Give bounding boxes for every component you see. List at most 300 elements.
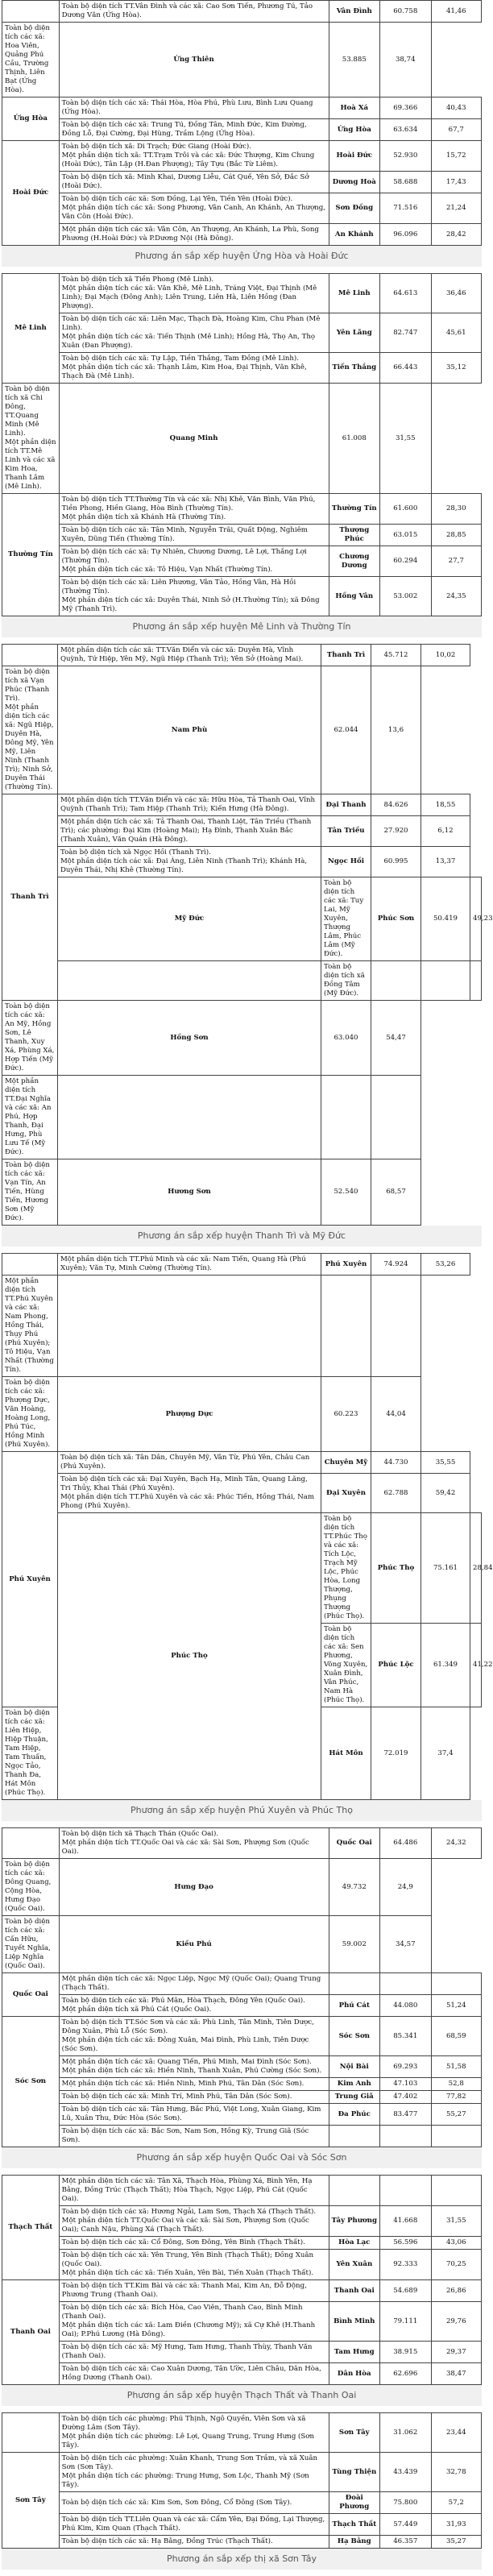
- table-row: [2, 1474, 482, 1513]
- description-text: Một phần diện tích các xã: Đại Áng, Liên Ninh (Thanh Trì); Khánh Hà, Duyên Thái, Nhị Khê (Thường Tín).: [60, 857, 308, 874]
- section-block: [2, 2175, 482, 2406]
- area-cell: 41,46: [431, 1, 482, 23]
- population-cell: 74.924: [371, 1254, 421, 1276]
- description-cell: [58, 1254, 321, 1276]
- area-cell: 23,44: [431, 2413, 482, 2453]
- description-text: Toàn bộ diện tích các xã: Liên Phương, Vân Tảo, Hồng Vân, Hà Hồi (Thường Tín).: [61, 579, 296, 595]
- district-cell: [2, 2413, 60, 2453]
- new-ward-name-cell: Đại Thanh: [321, 794, 371, 816]
- description-text: Một phần diện tích các xã: Tân Xã, Thạch Hòa, Phùng Xá, Bình Yên, Hạ Bằng, Đồng Trúc (Thạch Thất); Hòa Thạch, Ngọc Liệp, Phú Cát (Quốc Oai).: [61, 2177, 313, 2203]
- district-cell: Mỹ Đức: [58, 877, 321, 961]
- new-ward-name-cell: Hoài Đức: [329, 141, 379, 172]
- description-text: Một phần diện tích các xã: Lam Điền (Chương Mỹ); xã Cự Khê (H.Thanh Oai); P.Phú Lương (Hà Đông).: [61, 2321, 316, 2338]
- population-cell: 44.730: [371, 1452, 421, 1474]
- description-cell: [59, 2017, 329, 2056]
- description-cell: [59, 1, 329, 23]
- image-caption: Phương án sắp xếp huyện Thạch Thất và Thanh Oai: [2, 2385, 482, 2406]
- description-text: Toàn bộ diện tích các xã: Hương Ngải, Lam Sơn, Thạch Xá (Thạch Thất).: [61, 2208, 317, 2216]
- admin-merge-table: [2, 644, 493, 1226]
- description-text: Toàn bộ diện tích các xã: An Mỹ, Hồng Sơn, Lê Thanh, Xuy Xá, Phùng Xá, Hợp Tiến (Mỹ Đức).: [5, 1002, 55, 1072]
- population-cell: 49.732: [329, 1859, 379, 1916]
- table-row: [2, 546, 482, 577]
- population-cell: 60.223: [321, 1377, 371, 1452]
- description-cell: [321, 877, 371, 961]
- new-ward-name-cell: Hương Sơn: [58, 1159, 321, 1226]
- description-text: Một phần diện tích các phường: Lê Lợi, Quang Trung, Trung Hưng (Sơn Tây).: [61, 2433, 315, 2449]
- area-cell: 6,12: [421, 816, 470, 847]
- description-text: Một phần diện tích TT.Phú Xuyên và các xã: Phúc Tiến, Hồng Thái, Nam Phong (Phú Xuyên).: [60, 1493, 315, 1510]
- table-row: [2, 1276, 482, 1377]
- description-cell: [2, 1001, 58, 1076]
- description-cell: [59, 2413, 329, 2453]
- description-cell: [59, 193, 329, 224]
- table-row: [2, 2302, 482, 2342]
- area-cell: 45,61: [431, 313, 482, 353]
- district-cell: [58, 961, 321, 1001]
- table-row: [2, 847, 482, 877]
- description-text: Một phần diện tích các xã: Đông Xuân, Mai Đình, Phù Linh, Tiên Dược (Sóc Sơn).: [61, 2036, 309, 2053]
- area-cell: 41,22: [470, 1624, 482, 1707]
- new-ward-name-cell: Phú Xuyên: [321, 1254, 371, 1276]
- table-row: [2, 494, 482, 525]
- description-cell: [59, 525, 329, 546]
- table-row: [2, 384, 482, 494]
- new-ward-name-cell: Thượng Phúc: [329, 525, 379, 546]
- description-text: Toàn bộ diện tích các xã: Phượng Dực, Văn Hoàng, Hoàng Long, Phú Túc, Hồng Minh (Phú Xuyên).: [5, 1379, 51, 1449]
- population-cell: 52.930: [380, 141, 431, 172]
- population-cell: 31.062: [380, 2413, 431, 2453]
- area-cell: 68,59: [431, 2017, 482, 2056]
- description-cell: [59, 2126, 329, 2147]
- area-cell: 24,32: [431, 1828, 482, 1859]
- area-cell: 31,55: [380, 384, 431, 494]
- new-ward-name-cell: Hòa Lạc: [329, 2237, 379, 2250]
- section-block: [2, 0, 482, 267]
- area-cell: 27,7: [431, 546, 482, 577]
- table-row: [2, 2453, 482, 2492]
- description-cell: [59, 2104, 329, 2126]
- description-cell: [58, 1452, 321, 1474]
- population-cell: 79.111: [380, 2302, 431, 2342]
- table-row: [2, 141, 482, 172]
- table-row: [2, 2250, 482, 2280]
- description-cell: [2, 1916, 60, 1973]
- area-cell: 18,55: [421, 794, 470, 816]
- area-cell: 44,04: [371, 1377, 421, 1452]
- description-cell: [59, 2492, 329, 2514]
- area-cell: 49,23: [470, 877, 482, 961]
- description-cell: [59, 1995, 329, 2017]
- description-cell: [59, 2536, 329, 2549]
- image-caption: Phương án sắp xếp thị xã Sơn Tây: [2, 2549, 482, 2570]
- description-cell: [58, 645, 321, 666]
- description-cell: [59, 353, 329, 384]
- description-text: Toàn bộ diện tích các xã: Cao Xuân Dương, Tân Ước, Liên Châu, Dân Hòa, Hồng Dương (Thanh Oai).: [61, 2365, 321, 2382]
- description-cell: [59, 313, 329, 353]
- description-cell: [58, 847, 321, 877]
- new-ward-name-cell: Hồng Vân: [329, 577, 379, 616]
- new-ward-name-cell: Nam Phù: [58, 666, 321, 794]
- description-text: Toàn bộ diện tích các xã: Tân Hưng, Bắc Phú, Việt Long, Xuân Giang, Kim Lũ, Xuân Thu, Đức Hòa (Sóc Sơn).: [61, 2105, 321, 2122]
- new-ward-name-cell: Hát Môn: [321, 1707, 371, 1800]
- table-row: [2, 525, 482, 546]
- population-cell: 53.002: [380, 577, 431, 616]
- description-text: Toàn bộ diện tích các xã: Phú Mãn, Hòa Thạch, Đông Yên (Quốc Oai).: [61, 1997, 305, 2005]
- new-ward-name-cell: Hồng Sơn: [58, 1001, 321, 1076]
- description-text: Toàn bộ diện tích các xã: Cấn Hữu, Tuyết Nghĩa, Liệp Nghĩa (Quốc Oai).: [5, 1918, 51, 1970]
- area-cell: [431, 2126, 482, 2147]
- description-text: Toàn bộ diện tích xã: Minh Khai, Dương Liễu, Cát Quế, Yên Sở, Đắc Sở (Hoài Đức).: [61, 173, 309, 190]
- table-row: [2, 172, 482, 193]
- description-text: Toàn bộ diện tích các xã: Tự Nhiên, Chương Dương, Lê Lợi, Thắng Lợi (Thường Tín).: [61, 548, 307, 565]
- description-text: Một phần diện tích các xã: Tiến Thịnh (Mê Linh); Hồng Hà, Thọ An, Thọ Xuân (Đan Phượng).: [61, 333, 316, 350]
- table-row: [2, 1995, 482, 2017]
- description-text: Một phần diện tích các xã: Văn Khê, Mê Linh, Tráng Việt, Đại Thịnh (Mê Linh); Đại Mạch (Đông Anh); Liên Trung, Liên Hà, Liên Hồng (Đan Phượng).: [61, 284, 317, 310]
- population-cell: 63.015: [380, 525, 431, 546]
- new-ward-name-cell: Tùng Thiện: [329, 2453, 379, 2492]
- description-text: Toàn bộ diện tích các xã: Bích Hòa, Cao Viên, Thanh Cao, Bình Minh (Thanh Oai).: [61, 2304, 303, 2321]
- image-caption: Phương án sắp xếp huyện Phú Xuyên và Phúc Thọ: [2, 1800, 482, 1821]
- table-row: [2, 2104, 482, 2126]
- population-cell: 44.080: [380, 1995, 431, 2017]
- district-cell: [2, 1, 60, 23]
- area-cell: 38,74: [380, 23, 431, 97]
- description-text: Một phần diện tích TT.Đại Nghĩa và các xã: An Phú, Hợp Thanh, Đại Hưng, Phù Lưu Tế (Mỹ Đức).: [5, 1077, 52, 1156]
- description-cell: [59, 2453, 329, 2492]
- district-cell: Thạch Thất: [2, 2176, 60, 2280]
- description-text: Một phần diện tích các phường: Trung Hưng, Sơn Lộc, Thanh Mỹ (Sơn Tây).: [61, 2472, 309, 2489]
- image-caption: Phương án sắp xếp huyện Thanh Trì và Mỹ Đức: [2, 1226, 482, 1247]
- table-row: [2, 2206, 482, 2237]
- population-cell: 27.920: [371, 816, 421, 847]
- description-cell: [59, 274, 329, 313]
- table-row: [2, 2176, 482, 2206]
- district-cell: Hoài Đức: [2, 141, 60, 246]
- area-cell: 13,6: [371, 666, 421, 794]
- new-ward-name-cell: Tân Triều: [321, 816, 371, 847]
- district-cell: [2, 645, 58, 666]
- description-text: Toàn bộ diện tích các xã: Đông Quang, Cộng Hòa, Hưng Đạo (Quốc Oai).: [5, 1860, 52, 1913]
- description-cell: [59, 2514, 329, 2536]
- population-cell: 83.477: [380, 2104, 431, 2126]
- table-row: [2, 666, 482, 794]
- population-cell: [380, 2176, 431, 2206]
- district-cell: Quốc Oai: [2, 1973, 60, 2017]
- description-text: Một phần diện tích các xã: Hiền Ninh, Minh Phú, Tân Dân (Sóc Sơn).: [61, 2080, 304, 2088]
- description-cell: [59, 546, 329, 577]
- district-cell: Phú Xuyên: [2, 1452, 58, 1707]
- description-text: Toàn bộ diện tích các xã: Bắc Sơn, Nam Sơn, Hồng Kỳ, Trung Giã (Sóc Sơn).: [61, 2127, 309, 2144]
- new-ward-name-cell: Trung Giã: [329, 2091, 379, 2104]
- description-text: Một phần diện tích các xã: Song Phương, Vân Canh, An Khánh, An Thượng, Vân Côn (Hoài Đức).: [61, 204, 326, 221]
- description-text: Toàn bộ diện tích các xã: Sen Phương, Võng Xuyên, Xuân Đình, Vân Phúc, Nam Hà (Phúc Thọ).: [324, 1625, 368, 1704]
- description-text: Một phần diện tích TT.Quốc Oai và các xã: Sài Sơn, Phượng Sơn (Quốc Oai); Canh Nậu, Phùng Xá (Thạch Thất).: [61, 2217, 309, 2234]
- description-text: Toàn bộ diện tích xã Thạch Thán (Quốc Oai).: [61, 1830, 219, 1838]
- population-cell: 47.103: [380, 2078, 431, 2091]
- table-row: [2, 119, 482, 141]
- population-cell: [321, 1276, 371, 1377]
- new-ward-name-cell: Chương Dương: [329, 546, 379, 577]
- population-cell: 82.747: [380, 313, 431, 353]
- table-row: [2, 193, 482, 224]
- table-row: [2, 2492, 482, 2514]
- description-cell: [58, 794, 321, 816]
- description-cell: [59, 2302, 329, 2342]
- area-cell: 55,27: [431, 2104, 482, 2126]
- population-cell: 52.540: [321, 1159, 371, 1226]
- population-cell: 61.008: [329, 384, 379, 494]
- description-cell: [59, 494, 329, 525]
- new-ward-name-cell: Thanh Trì: [321, 645, 371, 666]
- area-cell: [431, 1973, 482, 1995]
- new-ward-name-cell: Ngọc Hồi: [321, 847, 371, 877]
- description-text: Một phần diện tích các xã: Thạnh Lâm, Kim Hoa, Đại Thịnh, Văn Khê, Thạch Đà (Mê Linh).: [61, 363, 307, 380]
- new-ward-name-cell: [329, 2176, 379, 2206]
- description-text: Toàn bộ diện tích các xã: Thái Hòa, Hòa Phú, Phù Lưu, Bình Lưu Quang (Ứng Hòa).: [61, 99, 313, 116]
- description-text: Toàn bộ diện tích TT.Kim Bài và các xã: Thanh Mai, Kim An, Đỗ Động, Phương Trung (Thanh Oai).: [61, 2282, 307, 2299]
- area-cell: 51,58: [431, 2056, 482, 2078]
- area-cell: 59,42: [421, 1474, 470, 1513]
- description-cell: [2, 1859, 60, 1916]
- new-ward-name-cell: Vân Đình: [329, 1, 379, 23]
- table-row: [2, 1828, 482, 1859]
- area-cell: 31,93: [431, 2514, 482, 2536]
- description-cell: [59, 97, 329, 119]
- table-row: [2, 1916, 482, 1973]
- table-row: [2, 1973, 482, 1995]
- population-cell: 69.366: [380, 97, 431, 119]
- table-row: [2, 353, 482, 384]
- area-cell: 28,85: [431, 525, 482, 546]
- new-ward-name-cell: Kiều Phú: [59, 1916, 329, 1973]
- description-text: Một phần diện tích TT.Mê Linh và các xã Kim Hoa, Thanh Lâm (Mê Linh).: [5, 438, 56, 491]
- population-cell: [380, 1973, 431, 1995]
- new-ward-name-cell: Dương Hoà: [329, 172, 379, 193]
- section-block: [2, 1253, 493, 1821]
- table-row: [2, 1452, 482, 1474]
- image-caption: Phương án sắp xếp huyện Quốc Oai và Sóc Sơn: [2, 2147, 482, 2168]
- description-text: Một phần diện tích xã Phú Cát (Quốc Oai).: [61, 2006, 212, 2014]
- description-text: Một phần diện tích các xã: TT.Văn Điển và các xã: Duyên Hà, Vĩnh Quỳnh, Tứ Hiệp, Yên Mỹ, Ngũ Hiệp (Thanh Trì); Yên Sở (Hoàng Mai).: [60, 646, 304, 663]
- admin-merge-table: [2, 0, 482, 246]
- description-text: Toàn bộ diện tích xã Chi Đông, TT.Quang Minh (Mê Linh).: [5, 385, 50, 438]
- table-row: [2, 313, 482, 353]
- area-cell: 28,42: [431, 224, 482, 246]
- area-cell: 31,55: [431, 2206, 482, 2237]
- table-row: [2, 816, 482, 847]
- description-text: Toàn bộ diện tích các xã: Sơn Đồng, Lại Yên, Tiền Yên (Hoài Đức).: [61, 195, 293, 203]
- population-cell: 72.019: [371, 1707, 421, 1800]
- image-caption: Phương án sắp xếp huyện Ứng Hòa và Hoài Đức: [2, 246, 482, 267]
- description-text: Toàn bộ diện tích các phường: Phú Thịnh, Ngô Quyền, Viên Sơn và xã Đường Lâm (Sơn Tây).: [61, 2415, 306, 2432]
- description-cell: [59, 2056, 329, 2078]
- population-cell: 41.668: [380, 2206, 431, 2237]
- area-cell: 24,35: [431, 577, 482, 616]
- area-cell: 26,86: [431, 2280, 482, 2302]
- district-cell: Thanh Oai: [2, 2280, 60, 2385]
- population-cell: 47.402: [380, 2091, 431, 2104]
- population-cell: 57.449: [380, 2514, 431, 2536]
- description-cell: [59, 2342, 329, 2363]
- population-cell: 75.800: [380, 2492, 431, 2514]
- table-row: [2, 1254, 482, 1276]
- description-cell: [2, 666, 58, 794]
- description-text: Toàn bộ diện tích các xã: Minh Trí, Minh Phú, Tân Dân (Sóc Sơn).: [61, 2093, 292, 2101]
- population-cell: 96.096: [380, 224, 431, 246]
- description-text: Một phần diện tích các xã: Ngũ Hiệp, Duyên Hà, Đông Mỹ, Yên Mỹ, Liên Ninh (Thanh Trì); Ninh Sở, Duyên Thái (Thường Tín).: [5, 703, 54, 791]
- area-cell: 24,9: [380, 1859, 431, 1916]
- description-text: Toàn bộ diện tích xã Đồng Tâm (Mỹ Đức).: [324, 963, 365, 998]
- table-row: [2, 2078, 482, 2091]
- area-cell: 68,57: [371, 1159, 421, 1226]
- section-block: [2, 644, 493, 1247]
- area-cell: 36,46: [431, 274, 482, 313]
- new-ward-name-cell: Phú Cát: [329, 1995, 379, 2017]
- new-ward-name-cell: Tam Hưng: [329, 2342, 379, 2363]
- area-cell: 43,06: [431, 2237, 482, 2250]
- population-cell: 75.161: [421, 1513, 470, 1624]
- new-ward-name-cell: Sơn Đồng: [329, 193, 379, 224]
- area-cell: 28,84: [470, 1513, 482, 1624]
- population-cell: 50.419: [421, 877, 470, 961]
- description-text: Toàn bộ diện tích các xã: Cổ Đông, Sơn Đông, Yên Bình (Thạch Thất).: [61, 2238, 305, 2246]
- new-ward-name-cell: [329, 1973, 379, 1995]
- table-row: [2, 2126, 482, 2147]
- population-cell: 62.788: [371, 1474, 421, 1513]
- new-ward-name-cell: Thanh Oai: [329, 2280, 379, 2302]
- description-text: Toàn bộ diện tích các xã: Tân Minh, Nguyễn Trãi, Quất Động, Nghiêm Xuyên, Dũng Tiến (Thường Tín).: [61, 526, 308, 543]
- population-cell: 61.349: [421, 1624, 470, 1707]
- area-cell: 35,12: [431, 353, 482, 384]
- description-cell: [2, 384, 60, 494]
- section-block: [2, 1827, 482, 2168]
- population-cell: 60.995: [371, 847, 421, 877]
- table-row: [2, 1001, 482, 1076]
- area-cell: 17,43: [431, 172, 482, 193]
- area-cell: 10,02: [421, 645, 470, 666]
- new-ward-name-cell: Tây Phương: [329, 2206, 379, 2237]
- area-cell: 40,43: [431, 97, 482, 119]
- description-text: Toàn bộ diện tích các xã: Mỹ Hưng, Tam Hưng, Thanh Thùy, Thanh Văn (Thanh Oai).: [61, 2343, 313, 2360]
- table-row: [2, 1076, 482, 1159]
- description-text: Toàn bộ diện tích TT.Sóc Sơn và các xã: Phù Linh, Tân Minh, Tiên Dược, Đông Xuân, Phù Lỗ (Sóc Sơn).: [61, 2018, 314, 2035]
- description-cell: [59, 2078, 329, 2091]
- area-cell: 52,8: [431, 2078, 482, 2091]
- new-ward-name-cell: Phúc Lộc: [371, 1624, 421, 1707]
- section-block: [2, 2412, 482, 2570]
- population-cell: 45.712: [371, 645, 421, 666]
- population-cell: 38.915: [380, 2342, 431, 2363]
- description-text: Toàn bộ diện tích xã Tiền Phong (Mê Linh).: [61, 276, 214, 284]
- table-row: [2, 2091, 482, 2104]
- population-cell: 71.516: [380, 193, 431, 224]
- description-cell: [2, 1377, 58, 1452]
- description-text: Toàn bộ diện tích các xã: Tuy Lai, Mỹ Xuyên, Thượng Lâm, Phúc Lâm (Mỹ Đức).: [324, 879, 364, 958]
- table-row: [2, 2413, 482, 2453]
- description-text: Toàn bộ diện tích các xã: Hạ Bằng, Đồng Trúc (Thạch Thất).: [61, 2537, 273, 2545]
- population-cell: 46.357: [380, 2536, 431, 2549]
- description-text: Một phần diện tích TT.Văn Điển và các xã: Hữu Hòa, Tả Thanh Oai, Vĩnh Quỳnh (Thanh Trì); Tam Hiệp (Thanh Trì); Kiến Hưng (Hà Đông).: [60, 796, 316, 813]
- admin-merge-table: [2, 2175, 482, 2385]
- table-row: [2, 2237, 482, 2250]
- description-cell: [59, 2176, 329, 2206]
- admin-merge-table: [2, 1253, 493, 1800]
- district-cell: Ứng Hòa: [2, 97, 60, 141]
- area-cell: 70,25: [431, 2250, 482, 2280]
- district-cell: Phúc Thọ: [58, 1513, 321, 1800]
- area-cell: 51,24: [431, 1995, 482, 2017]
- new-ward-name-cell: [371, 961, 421, 1001]
- description-text: Một phần diện tích các xã: Tả Thanh Oai, Thanh Liệt, Tân Triều (Thanh Trì); các phường: Đại Kim (Hoàng Mai); Hạ Đình, Thanh Xuân Bắc (Thanh Xuân), Văn Quán (Hà Đông).: [60, 818, 312, 844]
- table-row: [2, 577, 482, 616]
- description-cell: [321, 1624, 371, 1707]
- area-cell: 13,37: [421, 847, 470, 877]
- new-ward-name-cell: [58, 1076, 321, 1159]
- area-cell: 54,47: [371, 1001, 421, 1076]
- table-row: [2, 961, 482, 1001]
- area-cell: [470, 961, 482, 1001]
- area-cell: 67,7: [431, 119, 482, 141]
- new-ward-name-cell: Tiến Thắng: [329, 353, 379, 384]
- description-text: Toàn bộ diện tích TT.Liên Quan và các xã: Cẩm Yên, Đại Đồng, Lại Thượng, Phú Kim, Kim Quan (Thạch Thất).: [61, 2516, 325, 2532]
- table-row: [2, 877, 482, 961]
- description-text: Một phần diện tích các xã: Duyên Thái, Ninh Sở (H.Thường Tín); xã Đông Mỹ (Thanh Trì).: [61, 596, 320, 613]
- description-cell: [2, 1276, 58, 1377]
- description-cell: [59, 172, 329, 193]
- description-cell: [59, 1973, 329, 1995]
- population-cell: 58.688: [380, 172, 431, 193]
- table-row: [2, 2017, 482, 2056]
- new-ward-name-cell: Sơn Tây: [329, 2413, 379, 2453]
- description-cell: [59, 2237, 329, 2250]
- population-cell: 62.696: [380, 2363, 431, 2385]
- description-text: Một phần diện tích TT.Phú Minh và các xã: Nam Tiến, Quang Hà (Phú Xuyên); Văn Tự, Minh Cường (Thường Tín).: [60, 1255, 306, 1272]
- description-text: Một phần diện tích các xã: Tiến Xuân, Yên Bài, Tiến Xuân (Thạch Thất).: [61, 2269, 314, 2277]
- description-text: Toàn bộ diện tích xã: Tân Dân, Chuyên Mỹ, Vân Từ, Phú Yên, Châu Can (Phú Xuyên).: [60, 1454, 310, 1471]
- area-cell: 35,27: [431, 2536, 482, 2549]
- area-cell: 38,47: [431, 2363, 482, 2385]
- description-cell: [2, 1707, 58, 1800]
- area-cell: [371, 1276, 421, 1377]
- area-cell: 21,24: [431, 193, 482, 224]
- population-cell: 64.486: [380, 1828, 431, 1859]
- area-cell: [431, 2176, 482, 2206]
- district-cell: Thanh Trì: [2, 794, 58, 1001]
- population-cell: 59.002: [329, 1916, 379, 1973]
- description-cell: [2, 23, 60, 97]
- new-ward-name-cell: Hạ Bằng: [329, 2536, 379, 2549]
- new-ward-name-cell: Quang Minh: [59, 384, 329, 494]
- area-cell: 32,78: [431, 2453, 482, 2492]
- new-ward-name-cell: An Khánh: [329, 224, 379, 246]
- new-ward-name-cell: Hưng Đạo: [59, 1859, 329, 1916]
- population-cell: 63.634: [380, 119, 431, 141]
- description-text: Một phần diện tích các xã: Vân Côn, An Thượng, An Khánh, La Phù, Song Phương (H.Hoài Đức) và P.Dương Nội (Hà Đông).: [61, 226, 319, 243]
- table-row: [2, 2536, 482, 2549]
- description-cell: [59, 577, 329, 616]
- district-cell: [2, 1828, 60, 1859]
- description-cell: [59, 2363, 329, 2385]
- table-row: [2, 1859, 482, 1916]
- new-ward-name-cell: Quốc Oai: [329, 1828, 379, 1859]
- population-cell: 69.293: [380, 2056, 431, 2078]
- population-cell: 61.600: [380, 494, 431, 525]
- table-row: [2, 2363, 482, 2385]
- new-ward-name-cell: Đại Xuyên: [321, 1474, 371, 1513]
- area-cell: 53,26: [421, 1254, 470, 1276]
- description-text: Toàn bộ diện tích các xã: Vạn Tín, An Tiến, Hùng Tiến, Hương Sơn (Mỹ Đức).: [5, 1161, 50, 1222]
- description-text: Một phần diện tích xã: TT.Trạm Trôi và các xã: Đức Thượng, Kim Chung (Hoài Đức), Tân Lập (H.Đan Phượng); Tây Tựu (Bắc Từ Liêm).: [61, 151, 315, 168]
